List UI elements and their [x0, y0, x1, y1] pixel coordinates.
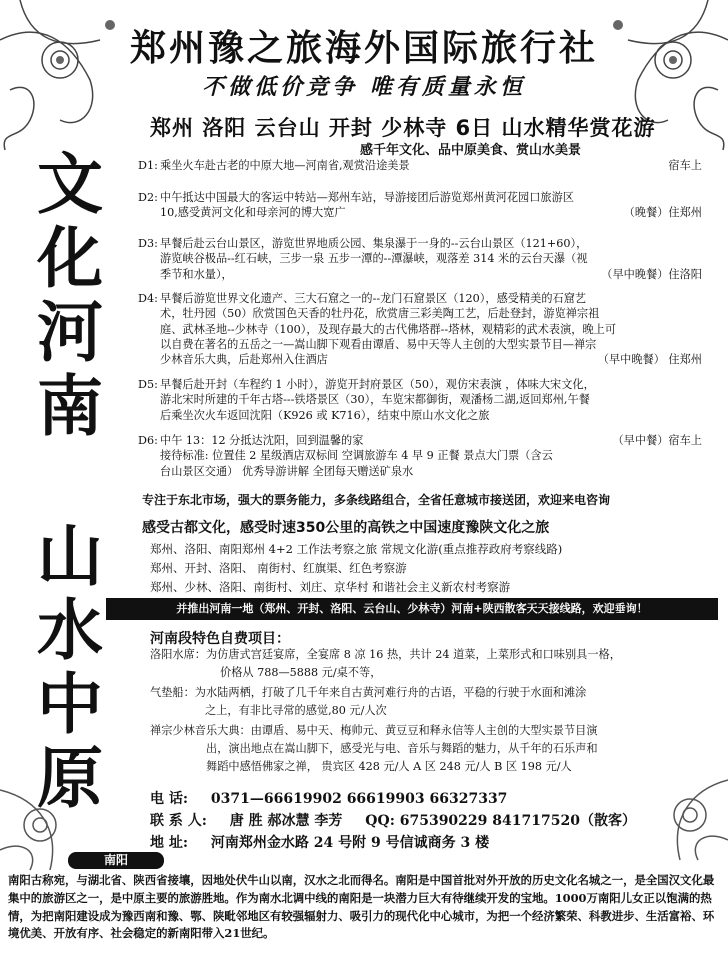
day-label: D3: [138, 237, 158, 250]
company-name: 郑州豫之旅海外国际旅行社 [129, 28, 598, 69]
promo-text: 专注于东北市场，强大的票务能力，多条线路组合，全省任意城市接送团，欢迎来电咨询 [142, 493, 611, 507]
side-char: 水 [37, 592, 103, 669]
side-text-landscape-central [20, 520, 120, 816]
culture-title: 感受古都文化，感受时速350公里的高铁之中国速度豫陕文化之旅 [142, 520, 550, 536]
person-names: 唐 胜 郝冰慧 李芳 [229, 813, 343, 829]
itinerary-day [138, 190, 708, 221]
route-title: 郑州 洛阳 云台山 开封 少林寺 6日 山水精华赏花游 [150, 116, 656, 140]
side-char: 文 [37, 146, 103, 223]
address-text: 河南郑州金水路 24 号附 9 号信诚商务 3 楼 [210, 835, 490, 851]
day-line: 早餐后游览世界文化遗产、三大石窟之一的--龙门石窟景区（120），感受精美的石窟艺 [160, 292, 587, 305]
day-line: 早餐后赴云台山景区，游览世界地质公园、集泉瀑于一身的--云台山景区（121+60）， [160, 237, 588, 250]
day-line: 游览峡谷极品--红石峡，三步一泉 五步一潭的--潭瀑峡，观落差 314 米的云台天瀑（视 [160, 252, 588, 266]
day-line: 术，牡丹园（50）欣赏国色天香的牡丹花，欣赏唐三彩美陶工艺，后赴登封，游览禅宗祖 [160, 307, 600, 321]
day-line: 10,感受黄河文化和母亲河的博大宽广 [160, 206, 346, 220]
item-name: 洛阳水席： [150, 648, 206, 661]
own-expense-item [150, 684, 710, 720]
tour-line: 郑州、少林、洛阳、南街村、刘庄、京华村 和谐社会主义新农村考察游 [150, 580, 511, 594]
side-char: 原 [37, 740, 103, 817]
itinerary-day [138, 377, 708, 423]
contact-phone [150, 788, 507, 808]
standards-label: 接待标准: [160, 449, 209, 463]
item-line: 由谭盾、易中天、梅帅元、黄豆豆和释永信等人主创的大型实景节目演 [250, 724, 598, 737]
route-subtitle: 感千年文化、品中原美食、赏山水美景 [360, 143, 582, 158]
day-line: 以自费在著名的五岳之一—嵩山脚下观看由谭盾、易中天等人主创的大型实景节目—禅宗 [160, 337, 597, 351]
day-line: 早餐后赴开封（车程约 1 小时），游览开封府景区（50），观仿宋表演 ，体味大宋文化， [160, 378, 595, 391]
item-line: 为水陆两栖，打破了几千年来自古黄河难行舟的古语，平稳的行驶于水面和滩涂 [194, 686, 587, 699]
tour-line: 郑州、洛阳、南阳郑州 4+2 工作法考察之旅 常规文化游(重点推荐政府考察线路) [150, 542, 563, 556]
item-line: 出，演出地点在嵩山脚下，感受光与电、音乐与舞蹈的魅力，从千年的石乐声和 [206, 742, 598, 755]
phone-numbers: 0371—66619902 66619903 66327337 [210, 791, 508, 807]
own-expense-title: 河南段特色自费项目： [150, 631, 290, 647]
day-line: 后乘坐次火车返回沈阳（K926 或 K716），结束中原山水文化之旅 [160, 408, 490, 422]
day-line: 乘坐火车赴古老的中原大地—河南省,观赏沿途美景 [160, 159, 410, 172]
side-char: 化 [37, 220, 103, 297]
qq-numbers: QQ: 675390229 841717520（散客） [365, 813, 636, 829]
own-expense-item [150, 646, 710, 682]
day-line: 中午 13：12 分抵达沈阳，回到温馨的家 [160, 434, 364, 447]
contact-address [150, 832, 489, 852]
phone-label: 电 话: [150, 791, 189, 807]
own-expense-item [150, 722, 710, 776]
itinerary-day [138, 291, 708, 367]
day-label: D1: [138, 159, 158, 172]
item-line: 价格从 788—5888 元/桌不等， [220, 666, 382, 679]
itinerary-day [138, 236, 708, 282]
day-label: D2: [138, 191, 158, 204]
promo-banner: 并推出河南一地（郑州、开封、洛阳、云台山、少林寺）河南+陕西散客天天接线路，欢迎垂询！ [106, 598, 718, 620]
nanyang-tag: 南阳 [68, 852, 164, 869]
day-line: 游北宋时所建的千年古塔---铁塔景区（30），车览宋都御街，观潘杨二湖,返回郑州,午餐 [160, 393, 590, 407]
day-label: D5: [138, 378, 158, 391]
day-label: D4: [138, 292, 158, 305]
item-line: 之上，有非比寻常的感觉,80 元/人次 [205, 704, 387, 717]
day-line: 中午抵达中国最大的客运中转站—郑州车站，导游接团后游览郑州黄河花园口旅游区 [160, 191, 574, 204]
side-char: 山 [37, 518, 103, 595]
standards-items: 位置佳 2 星级酒店双标间 空调旅游车 4 早 9 正餐 景点大门票（含云 [212, 449, 553, 463]
side-char: 中 [37, 666, 103, 743]
itinerary-day [138, 158, 708, 173]
day-meal: （早中晚餐）住洛阳 [601, 267, 702, 281]
standards-items-cont: 台山景区交通） 优秀导游讲解 全团每天赠送矿泉水 [160, 464, 414, 478]
slogan: 不做低价竞争 唯有质量永恒 [202, 74, 526, 100]
item-name: 气垫船： [150, 686, 195, 699]
person-label: 联 系 人: [150, 813, 207, 829]
day-line: 季节和水量）， [160, 267, 233, 281]
item-line: 为仿唐式宫廷宴席，全宴席 8 凉 16 热，共计 24 道菜，上菜形式和口味别具一格， [205, 648, 621, 661]
day-meal: （晚餐）住郑州 [623, 206, 702, 220]
day-line: 少林音乐大典，后赴郑州入住酒店 [160, 353, 328, 367]
side-char: 河 [37, 294, 103, 371]
address-label: 地 址: [150, 835, 189, 851]
side-text-culture-henan [20, 148, 120, 444]
side-char: 南 [37, 368, 103, 445]
nanyang-paragraph: 南阳古称宛，与湖北省、陕西省接壤，因地处伏牛山以南，汉水之北而得名。南阳是中国首批对外开放的历史文化名城之一，是全国汉文化最集中的旅游区之一，是中原主要的旅游胜地。作为南水北调中线的南阳是一块潜力巨大有待继续开发的宝地。1000万南阳儿女正以饱满的热情，为把南阳建设成为豫西南和豫、鄂、陕毗邻地区有较强辐射力、吸引力的现代化中心城市，为把一个经济繁荣、科教进步、生活富裕、环境优美、开放有序、社会稳定的新南阳带入21世纪。 [8, 873, 715, 941]
tour-line: 郑州、开封、洛阳、 南街村、红旗渠、红色考察游 [150, 561, 407, 575]
contact-person [150, 810, 636, 830]
day-label: D6: [138, 434, 158, 447]
itinerary-day [138, 433, 708, 479]
day-meal: 宿车上 [668, 159, 702, 172]
day-meal: （早中晚餐） 住郑州 [597, 353, 702, 367]
item-line: 舞蹈中感悟佛家之禅， 贵宾区 428 元/人 A 区 248 元/人 B 区 198 元/人 [206, 760, 572, 773]
day-line: 庭、武林圣地--少林寺（100），及现存最大的古代佛塔群--塔林，观精彩的武术表演，晚上可 [160, 322, 617, 336]
day-meal: （早中餐）宿车上 [612, 434, 702, 447]
item-name: 禅宗少林音乐大典： [150, 724, 251, 737]
